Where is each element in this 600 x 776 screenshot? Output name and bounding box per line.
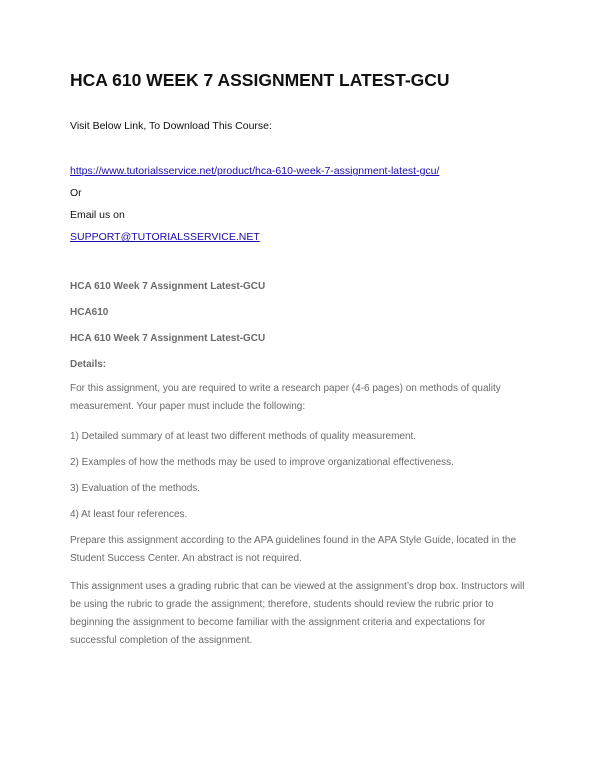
details-label: Details: <box>70 359 107 370</box>
list-item: 1) Detailed summary of at least two different methods of quality measurement. <box>70 431 417 442</box>
course-download-link[interactable]: https://www.tutorialsservice.net/product/hca-610-week-7-assignment-latest-gcu/ <box>70 165 440 177</box>
section-heading: HCA 610 Week 7 Assignment Latest-GCU <box>70 281 266 292</box>
apa-instructions: Prepare this assignment according to the APA guidelines found in the APA Style Guide, located in the Student Success Center. An abstract is not required. <box>70 535 517 564</box>
course-code-heading: HCA610 <box>70 307 109 318</box>
rubric-instructions: This assignment uses a grading rubric that can be viewed at the assignment’s drop box. Instructors will be using the rubric to grade the assignment; therefore, students should review the rubric prior to beginning the assignment to become familiar with the assignment criteria and expectations for successful completion of the assignment. <box>70 581 525 646</box>
assignment-description: For this assignment, you are required to write a research paper (4-6 pages) on methods of quality measurement. Your paper must include the following: <box>70 383 501 412</box>
support-email-link[interactable]: SUPPORT@TUTORIALSSERVICE.NET <box>70 231 260 243</box>
or-text: Or <box>70 187 82 199</box>
document-title: HCA 610 WEEK 7 ASSIGNMENT LATEST-GCU <box>70 70 450 90</box>
section-heading: HCA 610 Week 7 Assignment Latest-GCU <box>70 333 266 344</box>
list-item: 4) At least four references. <box>70 509 188 520</box>
intro-text: Visit Below Link, To Download This Course: <box>70 120 272 132</box>
list-item: 2) Examples of how the methods may be used to improve organizational effectiveness. <box>70 457 454 468</box>
email-label: Email us on <box>70 209 125 221</box>
list-item: 3) Evaluation of the methods. <box>70 483 201 494</box>
